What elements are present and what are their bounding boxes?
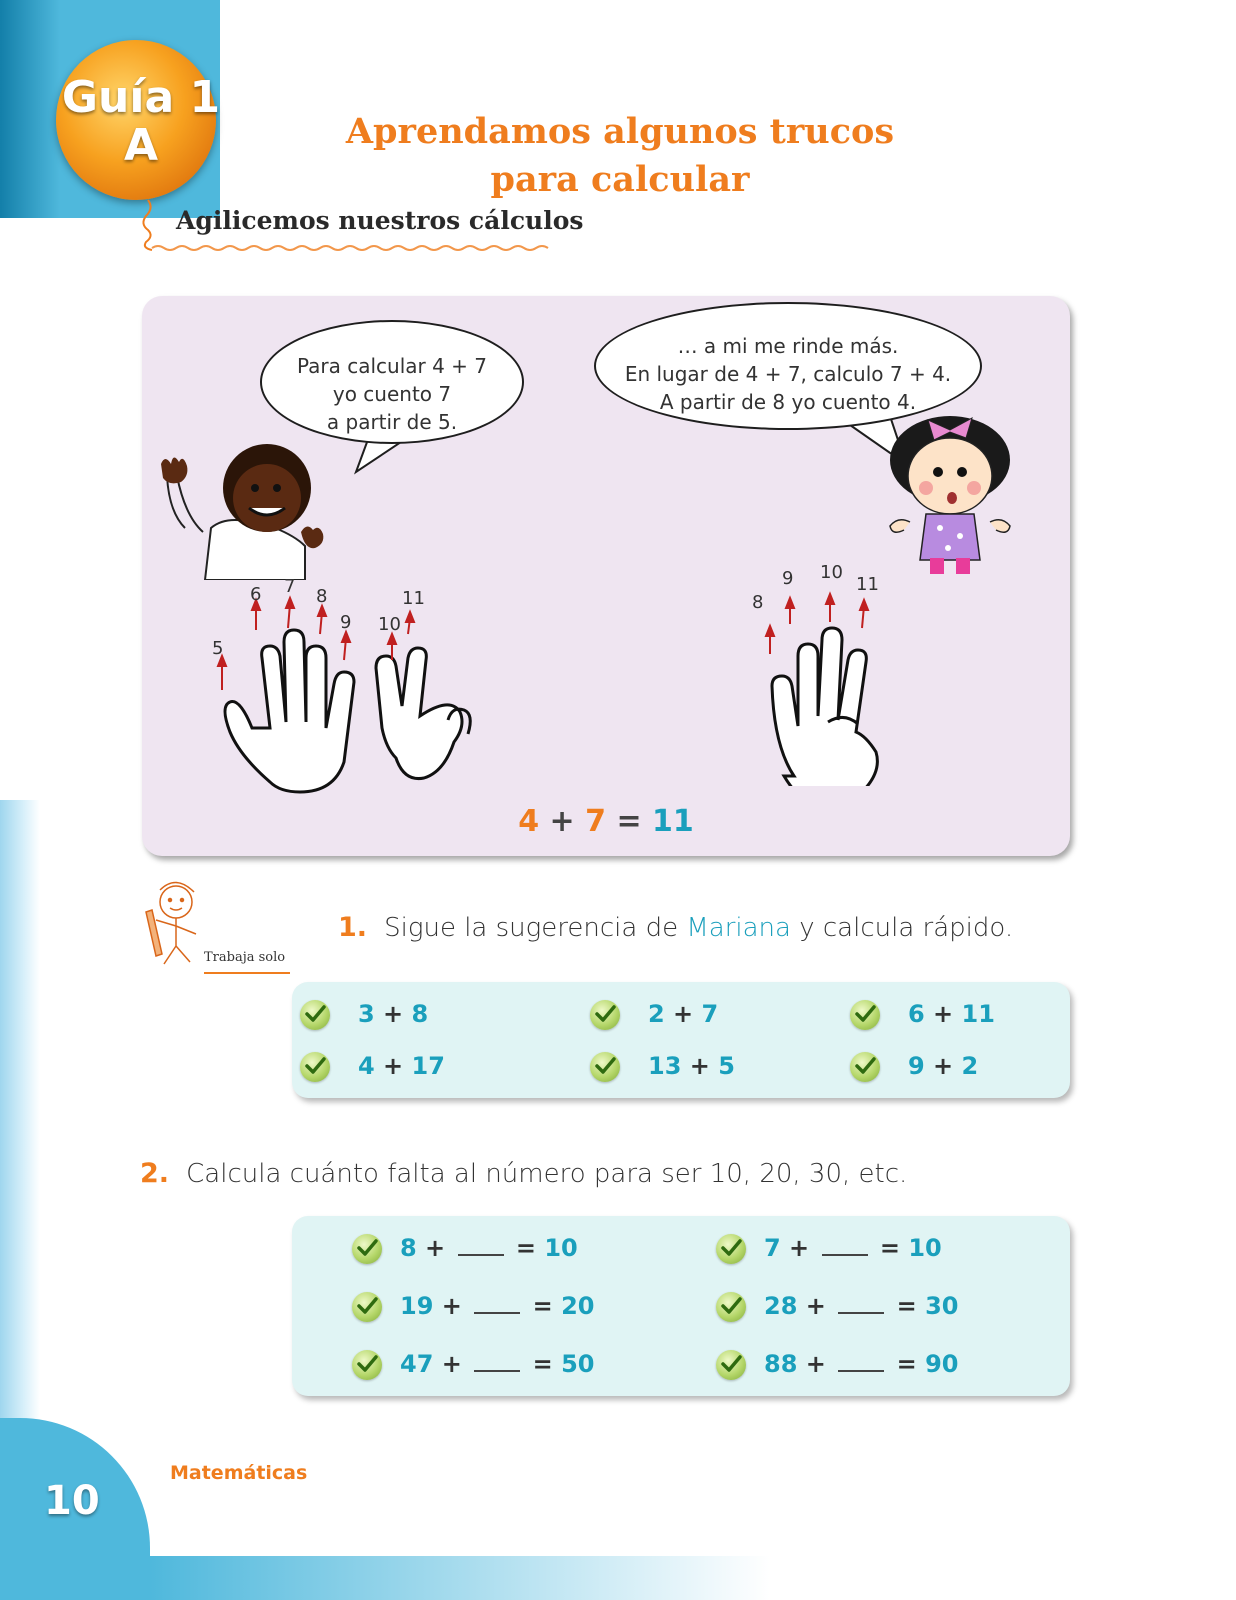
count-right-11: 11 [856, 574, 879, 595]
exercise1-operation: 3 + 8 [358, 1000, 429, 1028]
count-right-9: 9 [782, 568, 794, 589]
count-right-8: 8 [752, 592, 764, 613]
answer-blank[interactable] [474, 1350, 520, 1372]
operand-b: 17 [411, 1052, 445, 1080]
operand-a: 47 [400, 1350, 434, 1378]
checkmark-icon [850, 1000, 880, 1030]
operand-a: 3 [358, 1000, 375, 1028]
checkmark-icon [590, 1052, 620, 1082]
operand-a: 88 [764, 1350, 798, 1378]
page-title-line2: para calcular [490, 159, 750, 200]
operand-b: 8 [411, 1000, 429, 1028]
exercise2-text: Calcula cuánto falta al número para ser 10, 20, 30, etc. [186, 1159, 908, 1189]
operand-a: 19 [400, 1292, 434, 1320]
checkmark-icon [300, 1052, 330, 1082]
exercise1-operation: 4 + 17 [358, 1052, 445, 1080]
exercise2-operation: 7 + = 10 [764, 1234, 942, 1262]
right-count-arrows [756, 590, 876, 660]
checkmark-icon [352, 1292, 382, 1322]
bubble-left-line3: a partir de 5. [326, 410, 458, 434]
bottom-strip [150, 1556, 770, 1600]
exercise2-operation: 88 + = 90 [764, 1350, 959, 1378]
checkmark-icon [850, 1052, 880, 1082]
exercise1-highlight: Mariana [686, 913, 791, 943]
count-right-10: 10 [820, 562, 843, 583]
page-title [300, 108, 940, 204]
target-total: 10 [908, 1234, 942, 1262]
page-title-line1: Aprendamos algunos trucos [345, 111, 895, 152]
operand-a: 13 [648, 1052, 682, 1080]
boy-illustration [155, 436, 335, 580]
operand-a: 8 [400, 1234, 417, 1262]
answer-blank[interactable] [458, 1234, 504, 1256]
checkmark-icon [352, 1234, 382, 1264]
exercise1-text-after: y calcula rápido. [790, 913, 1014, 943]
target-total: 30 [925, 1292, 959, 1320]
operand-a: 7 [764, 1234, 781, 1262]
operand-b: 5 [718, 1052, 735, 1080]
speech-bubble-left [260, 320, 524, 444]
count-left-10: 10 [378, 614, 401, 635]
guide-badge-line2: A [123, 120, 159, 171]
operand-a: 9 [908, 1052, 925, 1080]
example-equation [142, 804, 1070, 839]
checkmark-icon [716, 1234, 746, 1264]
guide-badge-label [56, 74, 226, 170]
checkmark-icon [716, 1292, 746, 1322]
section-subtitle: Agilicemos nuestros cálculos [176, 206, 584, 235]
bubble-right-line2: En lugar de 4 + 7, calculo 7 + 4. [624, 362, 952, 386]
subtitle-wavy-underline [138, 196, 558, 256]
answer-blank[interactable] [474, 1292, 520, 1314]
footer-subject: Matemáticas [170, 1462, 308, 1484]
bubble-left-line1: Para calcular 4 + 7 [296, 354, 488, 378]
page-number: 10 [44, 1478, 100, 1524]
bubble-right-line1: … a mi me rinde más. [677, 334, 899, 358]
guide-badge-line1: Guía 1 [61, 72, 221, 123]
operand-a: 2 [648, 1000, 665, 1028]
operand-a: 6 [908, 1000, 925, 1028]
exercise1-operation: 2 + 7 [648, 1000, 719, 1028]
checkmark-icon [590, 1000, 620, 1030]
answer-blank[interactable] [838, 1350, 884, 1372]
bubble-left-line2: yo cuento 7 [332, 382, 452, 406]
count-left-6: 6 [250, 584, 262, 605]
target-total: 50 [561, 1350, 595, 1378]
equation-b: 7 [585, 804, 606, 839]
equation-plus: + [549, 804, 575, 839]
count-left-8: 8 [316, 586, 328, 607]
target-total: 90 [925, 1350, 959, 1378]
equation-result: 11 [652, 804, 694, 839]
equation-a: 4 [518, 804, 540, 839]
exercise2-number: 2. [140, 1158, 170, 1189]
exercise1-text-before: Sigue la sugerencia de [384, 913, 687, 943]
operand-b: 2 [961, 1052, 979, 1080]
exercise1-operation: 9 + 2 [908, 1052, 979, 1080]
exercise1-operation: 13 + 5 [648, 1052, 735, 1080]
operand-a: 4 [358, 1052, 375, 1080]
target-total: 20 [561, 1292, 595, 1320]
trabaja-solo-label: Trabaja solo [204, 950, 286, 965]
target-total: 10 [544, 1234, 578, 1262]
bubble-right-line3: A partir de 8 yo cuento 4. [659, 390, 917, 414]
operand-a: 28 [764, 1292, 798, 1320]
girl-illustration [870, 410, 1040, 576]
count-left-5: 5 [212, 638, 224, 659]
exercise2-operation: 19 + = 20 [400, 1292, 595, 1320]
answer-blank[interactable] [838, 1292, 884, 1314]
trabaja-solo-underline [204, 972, 290, 974]
exercise2-operation: 8 + = 10 [400, 1234, 578, 1262]
checkmark-icon [300, 1000, 330, 1030]
count-left-9: 9 [340, 612, 352, 633]
equation-equals: = [616, 804, 642, 839]
checkmark-icon [352, 1350, 382, 1380]
exercise2-operation: 28 + = 30 [764, 1292, 959, 1320]
operand-b: 11 [961, 1000, 995, 1028]
exercise1-number: 1. [338, 912, 368, 943]
answer-blank[interactable] [822, 1234, 868, 1256]
count-left-7: 7 [284, 576, 296, 597]
exercise2-instruction [140, 1158, 907, 1189]
exercise1-instruction [338, 912, 1013, 943]
exercise2-operation: 47 + = 50 [400, 1350, 595, 1378]
operand-b: 7 [701, 1000, 719, 1028]
count-left-11: 11 [402, 588, 425, 609]
exercise1-operation: 6 + 11 [908, 1000, 995, 1028]
checkmark-icon [716, 1350, 746, 1380]
